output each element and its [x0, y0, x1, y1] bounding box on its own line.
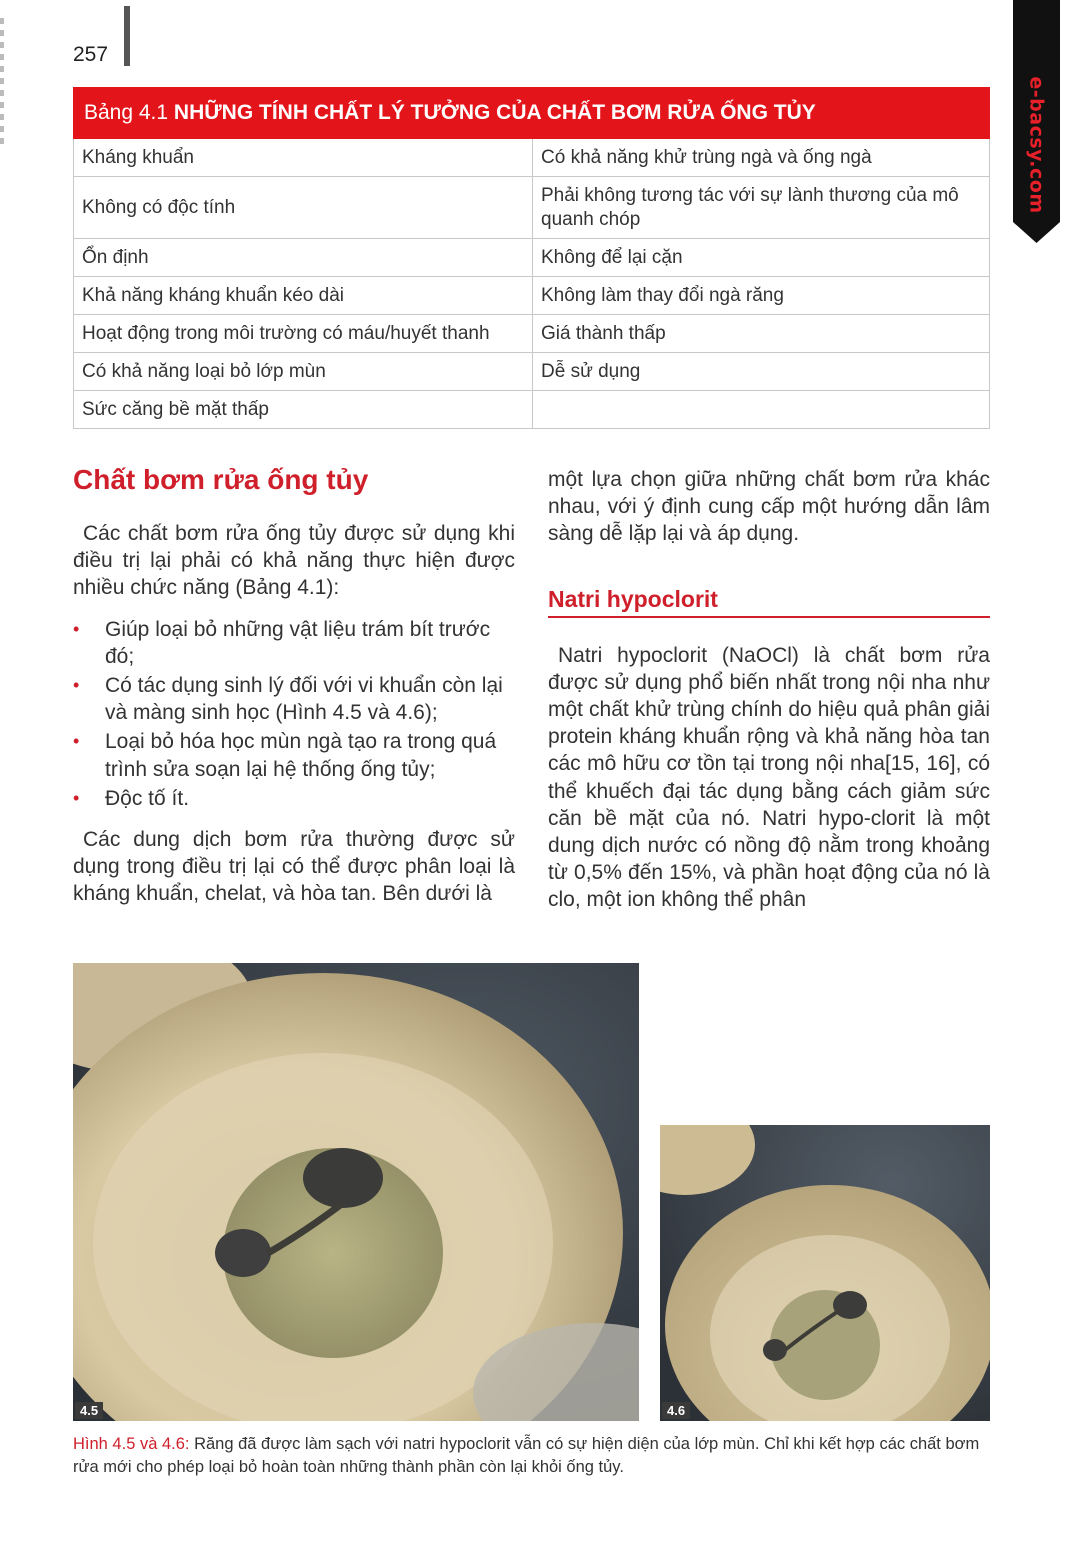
table-cell: Không để lại cặn [533, 239, 990, 277]
list-item: • Có tác dụng sinh lý đối với vi khuẩn còn lại và màng sinh học (Hình 4.5 và 4.6); [73, 672, 515, 726]
subsection-title: Natri hypoclorit [548, 584, 990, 618]
table-cell: Hoạt động trong môi trường có máu/huyết thanh [74, 315, 533, 353]
tooth-photo-small [660, 1125, 990, 1421]
intro-paragraph: Các chất bơm rửa ống tủy được sử dụng khi điều trị lại phải có khả năng thực hiện được nhiều chức năng (Bảng 4.1): [73, 522, 515, 600]
table-caption [74, 88, 990, 139]
table-cell: Có khả năng loại bỏ lớp mùn [74, 353, 533, 391]
header-divider [124, 6, 130, 66]
list-item: • Giúp loại bỏ những vật liệu trám bít trước đó; [73, 616, 515, 670]
table-cell: Ổn định [74, 239, 533, 277]
table-cell: Sức căng bề mặt thấp [74, 391, 533, 429]
properties-table [73, 87, 990, 429]
figure-caption-text: Răng đã được làm sạch với natri hypoclorit vẫn có sự hiện diện của lớp mùn. Chỉ khi kết hợp các chất bơm rửa mới cho phép loại bỏ hoàn toàn những thành phần còn lại khỏi ống tủy. [73, 1435, 980, 1476]
section-title: Chất bơm rửa ống tủy [73, 464, 369, 495]
table-cell: Khả năng kháng khuẩn kéo dài [74, 277, 533, 315]
figure-caption-ref: Hình 4.5 và 4.6: [73, 1435, 190, 1453]
table-cell: Có khả năng khử trùng ngà và ống ngà [533, 139, 990, 177]
table-cell: Kháng khuẩn [74, 139, 533, 177]
table-row [74, 177, 990, 239]
hypochlorite-paragraph: Natri hypoclorit (NaOCl) là chất bơm rửa được sử dụng phổ biến nhất trong nội nha như một chất khử trùng chính do hiệu quả phân giải protein kháng khuẩn rộng và khả năng hòa tan các mô hữu cơ tồn tại trong nội nha[15, 16], có thể khuếch đại tác dụng bằng cách giảm sức căn bề mặt của nó. Natri hypo-clorit là một dung dịch nước có nồng độ nằm trong khoảng từ 0,5% đến 15%, và phần hoạt động của nó là clo, một ion không thể phân [548, 643, 990, 912]
table-cell: Phải không tương tác với sự lành thương của mô quanh chóp [533, 177, 990, 239]
left-column [73, 462, 515, 908]
table-row [74, 139, 990, 177]
right-column [548, 466, 990, 914]
list-item: • Loại bỏ hóa học mùn ngà tạo ra trong quá trình sửa soạn lại hệ thống ống tủy; [73, 728, 515, 782]
table-caption-prefix: Bảng 4.1 [84, 101, 169, 124]
side-tab-label: e-bacsy.com [1025, 76, 1048, 214]
table-caption-title: NHỮNG TÍNH CHẤT LÝ TƯỞNG CỦA CHẤT BƠM RỬA ỐNG TỦY [173, 101, 816, 124]
figure-label: 4.5 [75, 1402, 103, 1419]
figure-label: 4.6 [662, 1402, 690, 1419]
table-cell: Giá thành thấp [533, 315, 990, 353]
function-list [73, 616, 515, 812]
table-row [74, 391, 990, 429]
table-cell: Không làm thay đổi ngà răng [533, 277, 990, 315]
table-row [74, 353, 990, 391]
table-cell: Dễ sử dụng [533, 353, 990, 391]
tooth-photo-large [73, 963, 639, 1421]
table-cell [533, 391, 990, 429]
continued-paragraph: một lựa chọn giữa những chất bơm rửa khác nhau, với ý định cung cấp một hướng dẫn lâm sàng dễ lặp lại và áp dụng. [548, 468, 990, 546]
table-cell: Không có độc tính [74, 177, 533, 239]
table-row [74, 277, 990, 315]
table-row [74, 239, 990, 277]
classification-paragraph: Các dung dịch bơm rửa thường được sử dụng trong điều trị lại có thể được phân loại là kháng khuẩn, chelat, và hòa tan. Bên dưới là [73, 828, 515, 906]
table-row [74, 315, 990, 353]
edge-marks [0, 18, 4, 148]
page-number: 257 [73, 43, 109, 66]
figure-caption [73, 1433, 990, 1479]
list-item: • Độc tố ít. [73, 785, 515, 812]
side-tab-label-wrap [1013, 70, 1060, 220]
